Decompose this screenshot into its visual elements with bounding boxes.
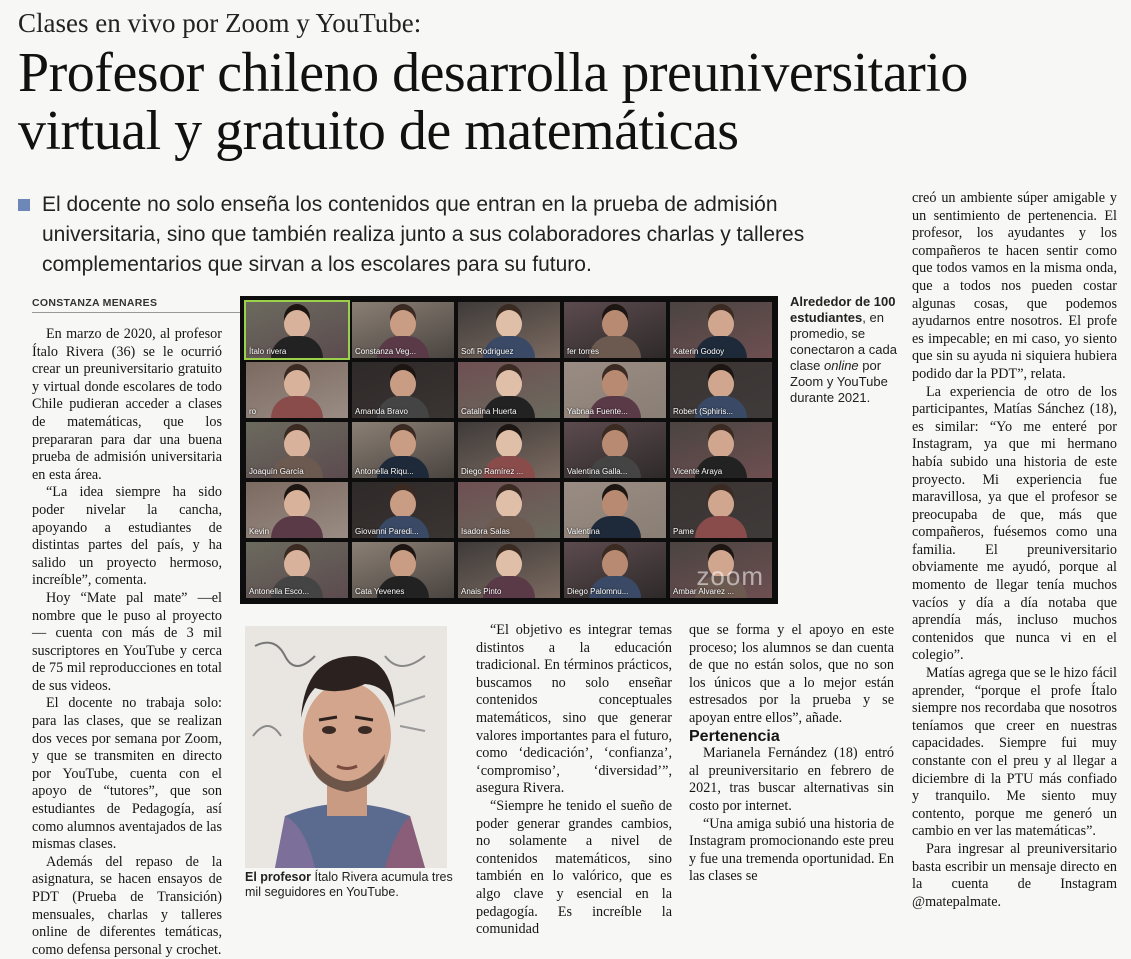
participant-name: Valentina Galla...: [567, 467, 628, 476]
deck: [18, 190, 898, 280]
participant-figure: [271, 490, 323, 538]
paragraph: En marzo de 2020, al profesor Ítalo Rivera (36) se le ocurrió crear un preuniversitario gratuito y virtual donde escolares de todo Chile pudieran acceder a clases de matemáticas, que los prepararan para dar una buena prueba de admisión universitaria en esta área.: [32, 326, 222, 483]
participant-name: Isadora Salas: [461, 527, 510, 536]
paragraph: La experiencia de otro de los participantes, Matías Sánchez (18), es similar: “Yo me enteré por Instagram, ya que mi hermano había subido una historia de este proyecto. Mi experiencia fue maravillosa, ya que el profesor se preocupaba de que, más que compañeros, fuésemos como una familia. El preuniversitario obviamente me ayudó, porque al momento de llegar tenía muchos vacíos y día a día notaba que aprendía más, incluso muchos contenidos que nunca vi en el colegio”.: [912, 383, 1117, 664]
participant-name: Diego Ramírez ...: [461, 467, 524, 476]
section-subhead: Pertenencia: [689, 727, 780, 745]
video-tile: [458, 422, 560, 478]
video-tile: [458, 362, 560, 418]
kicker: Clases en vivo por Zoom y YouTube:: [18, 8, 422, 38]
participant-name: Katerin Godoy: [673, 347, 725, 356]
caption-text: por Zoom y YouTube durante 2021.: [790, 358, 888, 405]
column-4: [689, 622, 894, 886]
video-tile: [670, 362, 772, 418]
participant-name: Constanza Veg...: [355, 347, 416, 356]
video-tile: [352, 362, 454, 418]
participant-name: Vicente Araya: [673, 467, 723, 476]
video-tile: [352, 422, 454, 478]
deck-text: El docente no solo enseña los contenidos que entran en la prueba de admisión universitaria, sino que también realiza junto a sus colaboradores charlas y talleres complementarios que sirvan a los escolares para su futuro.: [42, 193, 805, 276]
participant-name: fer torres: [567, 347, 600, 356]
participant-name: Cata Yevenes: [355, 587, 405, 596]
video-tile: [564, 422, 666, 478]
participant-name: Giovanni Paredi...: [355, 527, 419, 536]
participant-name: Anais Pinto: [461, 587, 502, 596]
caption-text: Ítalo Rivera acumula tres mil seguidores en YouTube.: [245, 870, 453, 899]
participant-name: Pame: [673, 527, 694, 536]
participant-name: ro: [249, 407, 257, 416]
column-5: [912, 190, 1117, 911]
video-tile: [564, 362, 666, 418]
video-tile: [352, 482, 454, 538]
video-tile: [246, 422, 348, 478]
participant-name: Antonella Riqu...: [355, 467, 414, 476]
paragraph: El docente no trabaja solo: para las clases, que se realizan dos veces por semana por Zoom, y que se transmiten en directo por YouTube, cuenta con el apoyo de “tutores”, que son estudiantes de Pedagogía, así como alumnos aventajados de las mismas clases.: [32, 695, 222, 853]
video-tile: [246, 482, 348, 538]
video-tile: [670, 482, 772, 538]
participant-figure: [271, 370, 323, 418]
video-tile: [458, 482, 560, 538]
photo-caption: [245, 870, 455, 900]
teacher-portrait-image: [245, 626, 447, 868]
participant-name: Valentina: [567, 527, 600, 536]
participant-name: Amanda Bravo: [355, 407, 408, 416]
paragraph: creó un ambiente súper amigable y un sentimiento de pertenencia. El profesor, los ayudantes y los compañeros te hacen sentir como que todos vamos en la misma onda, que a todos nos pueden costar algunas cosas, que podemos ayudarnos entre nosotros. El profe es impecable; en mi caso, yo siento que sin su ayuda ni siquiera hubiera podido dar la PDT”, relata.: [912, 190, 1117, 382]
paragraph: “Siempre he tenido el sueño de poder generar grandes cambios, no solamente a nivel de contenidos matemáticos, sino también en lo valórico, que es algo clave y esencial en la pedagogía. Es increíble la comunidad: [476, 797, 672, 938]
video-tile: [564, 302, 666, 358]
participant-name: Joaquín García: [249, 467, 304, 476]
participant-name: Yabnaa Fuente...: [567, 407, 628, 416]
headline-line-1: Profesor chileno desarrolla preuniversitario: [18, 42, 968, 104]
video-tile: [246, 542, 348, 598]
video-tile: [246, 302, 348, 358]
participant-name: Robert (Sphiris...: [673, 407, 734, 416]
teacher-photo: [245, 626, 447, 868]
author-byline: CONSTANZA MENARES: [32, 297, 240, 313]
zoom-caption: [790, 294, 906, 406]
participant-name: Diego Palomnu...: [567, 587, 629, 596]
video-tile: [352, 302, 454, 358]
paragraph: “Una amiga subió una historia de Instagram promocionando este preu y fue una tremenda oportunidad. En las clases se: [689, 815, 894, 885]
paragraph: “La idea siempre ha sido poder nivelar la cancha, apoyando a estudiantes de distintas partes del país, y ha salido un proyecto hermoso, increíble”, comenta.: [32, 484, 222, 589]
participant-figure: [695, 490, 747, 538]
participant-name: Ítalo rivera: [249, 347, 287, 356]
zoom-logo: zoom: [696, 561, 764, 591]
caption-text: , en promedio, se conectaron a cada clase: [790, 310, 897, 373]
zoom-grid-photo: [240, 296, 778, 604]
headline-line-2: virtual y gratuito de matemáticas: [18, 100, 739, 162]
caption-bold: Alrededor de 100 estudiantes: [790, 294, 896, 325]
paragraph: Para ingresar al preuniversitario basta escribir un mensaje directo en la cuenta de Instagram @matepalmate.: [912, 840, 1117, 910]
paragraph: Matías agrega que se le hizo fácil aprender, “porque el profe Ítalo siempre nos recordaba que nosotros teníamos que creer en nuestras capacidades. Siempre fui muy constante con el preu y al llegar a diciembre di la PTU más confiado y tranquilo. Me siento muy contento, porque me generó un cambio en ver las matemáticas”.: [912, 665, 1117, 840]
video-tile: [564, 542, 666, 598]
video-tile: [670, 302, 772, 358]
video-tile: [458, 302, 560, 358]
paragraph: Marianela Fernández (18) entró al preuniversitario en febrero de 2021, tras buscar alternativas sin costo por internet.: [689, 745, 894, 814]
participant-name: Kevin: [249, 527, 270, 536]
video-tile: [352, 542, 454, 598]
caption-bold: El profesor: [245, 870, 311, 884]
participant-name: Ambar Alvarez ...: [673, 587, 734, 596]
participant-name: Catalina Huerta: [461, 407, 517, 416]
column-1: [32, 326, 222, 959]
video-tile: [458, 542, 560, 598]
deck-bullet-icon: [18, 199, 30, 211]
video-tile: [246, 362, 348, 418]
column-3: [476, 622, 672, 939]
paragraph: que se forma y el apoyo en este proceso; los alumnos se dan cuenta de que no están solos, que no son los únicos que a lo mejor están estresados por la prueba y se apoyan entre ellos”, añade.: [689, 622, 894, 726]
headline: [18, 44, 1118, 160]
participant-name: Antonella Esco...: [249, 587, 310, 596]
paragraph: Además del repaso de la asignatura, se hacen ensayos de PDT (Prueba de Transición) mensuales, charlas y talleres online de diferentes temáticas, como defensa personal y crochet.: [32, 853, 222, 958]
caption-italic: online: [823, 358, 859, 373]
video-tile: [564, 482, 666, 538]
participant-name: Sofi Rodriguez: [461, 347, 514, 356]
paragraph: “El objetivo es integrar temas distintos a la educación tradicional. En términos prácticos, buscamos no solo enseñar contenidos conceptuales matemáticos, sino que generar valores importantes para el futuro, como ‘dedicación’, ‘confianza’, ‘compromiso’, ‘diversidad’”, asegura Rivera.: [476, 622, 672, 797]
video-tile: [670, 422, 772, 478]
paragraph: Hoy “Mate pal mate” —el nombre que le puso al proyecto— cuenta con más de 3 mil suscriptores en YouTube y cerca de 75 mil reproducciones en total de sus videos.: [32, 589, 222, 694]
